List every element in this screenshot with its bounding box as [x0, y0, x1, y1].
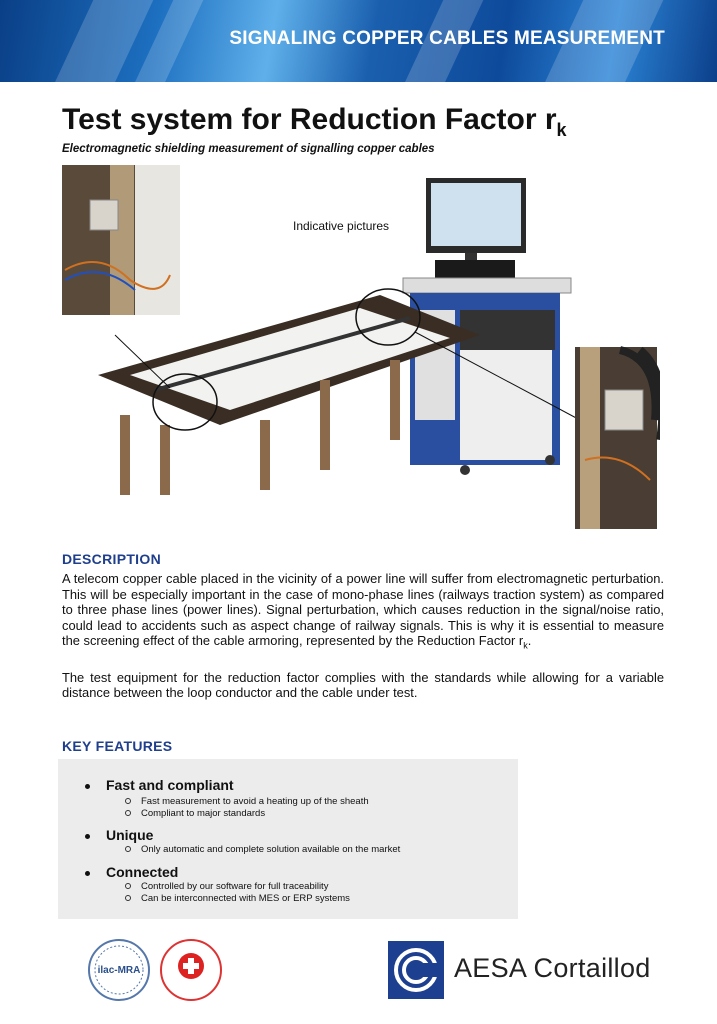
monitor — [426, 178, 560, 290]
key-features-heading: KEY FEATURES — [62, 738, 173, 754]
page-subtitle: Electromagnetic shielding measurement of signalling copper cables — [62, 143, 435, 155]
description-heading: DESCRIPTION — [62, 551, 161, 567]
feature-subitem: Can be interconnected with MES or ERP systems — [125, 893, 350, 904]
bullet-icon — [85, 784, 90, 789]
description-paragraph-1: A telecom copper cable placed in the vicinity of a power line will suffer from electromagnetic perturbation. This will be especially important in the case of mono-phase lines (railways traction system) as compared to three phase lines (power lines). Signal perturbation, which causes reduction in the signal/noise ratio, could lead to accidents such as aspect change of railway signals. This is why it is essential to measure the screening effect of the cable armoring, represented by the Reduction Factor $r_k$. — [62, 571, 664, 651]
page-title: Test system for Reduction Factor $r_k$ — [62, 103, 567, 140]
feature-subitem: Compliant to major standards — [125, 808, 265, 819]
bullet-icon — [85, 834, 90, 839]
feature-title: Fast and compliant — [106, 777, 234, 793]
right-detail-photo — [575, 347, 660, 529]
header-banner — [0, 0, 717, 82]
feature-title: Unique — [106, 827, 154, 843]
key-features-box — [58, 759, 518, 919]
bullet-icon — [85, 871, 90, 876]
equipment-cabinet — [403, 278, 571, 475]
feature-title: Connected — [106, 864, 179, 880]
feature-subitem: Controlled by our software for full traceability — [125, 881, 328, 892]
aesa-cortaillod-logo — [388, 941, 656, 999]
company-name: AESA Cortaillod — [454, 953, 651, 983]
test-system-illustration — [60, 160, 660, 530]
ilac-mra-logo — [89, 940, 149, 1000]
feature-subitem: Only automatic and complete solution available on the market — [125, 844, 400, 855]
description-body — [62, 571, 664, 716]
banner-title: SIGNALING COPPER CABLES MEASUREMENT — [229, 28, 665, 49]
description-paragraph-2: The test equipment for the reduction factor complies with the standards while allowing for a variable distance between the loop conductor and the cable under test. — [62, 669, 664, 701]
swiss-accreditation-logo — [161, 940, 221, 1000]
feature-subitem: Fast measurement to avoid a heating up of the sheath — [125, 796, 369, 807]
svg-text:ilac-MRA: ilac-MRA — [97, 965, 141, 976]
aesa-logo-icon — [388, 941, 444, 999]
accreditation-logos — [85, 936, 235, 1004]
figure-caption: Indicative pictures — [293, 219, 390, 233]
left-detail-photo — [62, 165, 180, 315]
